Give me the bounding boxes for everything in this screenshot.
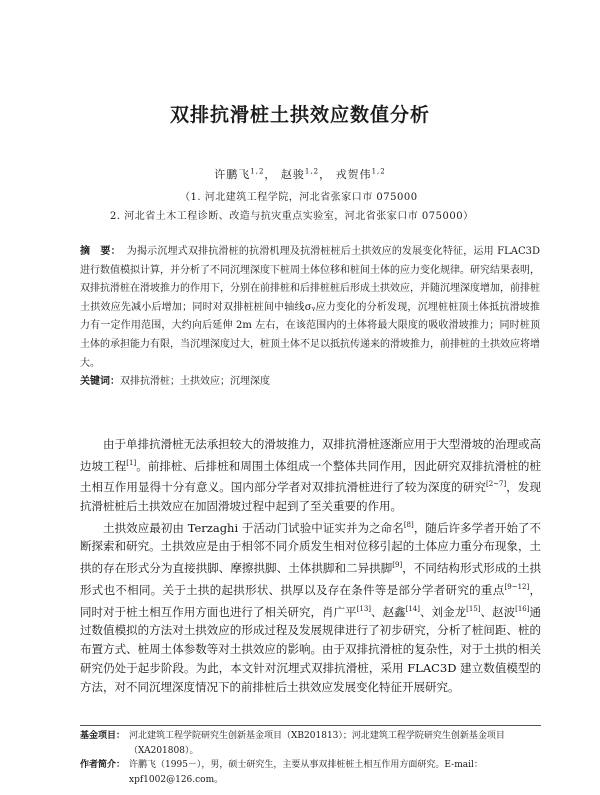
citation-ref[interactable]: [13] bbox=[356, 604, 372, 613]
author-name: 许鹏飞 bbox=[214, 168, 251, 181]
text-run: ，随后许多学者开始了不断探索和研究。土拱效应是由于相邻不同介质发生相对位移引起的土体应力重分布现象，土拱的存在形式分为直接拱脚、摩擦拱脚、土体拱脚和二异拱脚 bbox=[80, 520, 541, 576]
text-run: 土拱效应最初由 Terzaghi 于活动门试验中证实并为之命名 bbox=[103, 520, 404, 535]
footnote-author-bio bbox=[80, 758, 541, 787]
citation-ref[interactable]: [14] bbox=[405, 604, 420, 613]
author-separator: ， bbox=[264, 168, 277, 181]
footnote-funding bbox=[80, 729, 541, 758]
author-affiliation-mark: 1,2 bbox=[250, 167, 265, 176]
citation-ref[interactable]: [9~12] bbox=[504, 582, 530, 591]
footnote-text: 许鹏飞（1995－），男，硕士研究生，主要从事双排桩桩土相互作用方面研究。E-mail：xpf1002@126.com。 bbox=[129, 760, 483, 785]
text-run: 由于单排抗滑桩无法承担较大的滑坡推力，双排抗滑桩逐渐应用于大型滑坡的治理或高边坡工程 bbox=[80, 437, 541, 473]
body-text bbox=[80, 435, 541, 696]
author-name: 赵骏 bbox=[280, 168, 305, 181]
footnote-label: 作者简介： bbox=[80, 760, 126, 770]
author-separator: ， bbox=[319, 168, 332, 181]
citation-ref[interactable]: [2~7] bbox=[485, 480, 507, 489]
citation-ref[interactable]: [1] bbox=[126, 458, 137, 467]
paragraph-1 bbox=[80, 435, 541, 516]
footnote-label: 基金项目： bbox=[80, 731, 126, 741]
footnotes bbox=[80, 729, 541, 787]
footnote-divider bbox=[80, 725, 541, 726]
citation-ref[interactable]: [16] bbox=[515, 604, 530, 613]
citation-ref[interactable]: [8] bbox=[403, 520, 414, 529]
citation-ref[interactable]: [15] bbox=[466, 604, 481, 613]
text-run: 。前排桩、后排桩和周围土体组成一个整体共同作用，因此研究双排抗滑桩的桩土相互作用显得十分有意义。国内部分学者对双排抗滑桩进行了较为深度的研究 bbox=[80, 458, 541, 495]
footnote-text: 河北建筑工程学院研究生创新基金项目（XB201813）；河北建筑工程学院研究生创新基金项目（XA201808）。 bbox=[129, 731, 505, 756]
text-run: ，发现抗滑桩桩后土拱效应在加固滑坡过程中起到了至关重要的作用。 bbox=[80, 480, 542, 514]
author-affiliation-mark: 1,2 bbox=[304, 167, 320, 176]
author-affiliation-mark: 1,2 bbox=[371, 167, 386, 176]
text-run: 、刘金龙 bbox=[420, 604, 467, 619]
paper-title: 双排抗滑桩土拱效应数值分析 bbox=[169, 104, 430, 126]
keywords-text: 双排抗滑桩；土拱效应；沉埋深度 bbox=[120, 376, 270, 387]
abstract bbox=[80, 243, 540, 373]
abstract-text: 为揭示沉埋式双排抗滑桩的抗滑机理及抗滑桩桩后土拱效应的发展变化特征，运用 FLAC3D 进行数值模拟计算，并分析了不同沉埋深度下桩周土体位移和桩间土体的应力变化规律。研究结果表明，双排抗滑桩在滑坡推力的作用下，分别在前排桩和后排桩桩后形成土拱效应，并随沉埋深度增加，前排桩土拱效应先减小后增加；同时对双排桩桩间中轴线σᵧ应力变化的分析发现，沉埋桩桩顶土体抵抗滑坡推力有一定作用范围，大约向后延伸 2m 左右，在该范围内的土体将最大限度的吸收滑坡推力；同时桩顶土体的承担能力有限，当沉埋深度过大，桩顶土体不足以抵抗传递来的滑坡推力，前排桩的土拱效应将增大。 bbox=[80, 246, 540, 369]
text-run: 、赵波 bbox=[480, 604, 516, 619]
text-run: ，同时对于桩土相互作用方面也进行了相关研究，肖广平 bbox=[80, 582, 542, 619]
text-run: 通过数值模拟的方法对土拱效应的形成过程及发展规律进行了初步研究，分析了桩间距、桩的布置方式、桩周土体参数等对土拱效应的影响。由于双排抗滑桩的复杂性，对于土拱的相关研究仍处于起步阶段。为此，本文针对沉埋式双排抗滑桩，采用 FLAC3D 建立数值模型的方法，对不同沉埋深度情况下的前排桩后土拱效应发展变化特征开展研究。 bbox=[80, 604, 542, 694]
author-name: 戎贺伟 bbox=[335, 168, 372, 181]
text-run: ，不同结构形式形成的土拱形式也不相同。关于土拱的起拱形状、拱厚以及存在条件等是部分学者研究的重点 bbox=[80, 561, 542, 597]
citation-ref[interactable]: [9] bbox=[392, 561, 403, 570]
keywords bbox=[80, 372, 540, 387]
paragraph-2 bbox=[80, 516, 541, 696]
abstract-label: 摘 要： bbox=[80, 246, 121, 257]
keywords-label: 关键词： bbox=[80, 376, 120, 387]
affiliation-1: （1. 河北建筑工程学院，河北省张家口市 075000 bbox=[180, 192, 418, 203]
text-run: 、赵鑫 bbox=[371, 604, 406, 619]
affiliation-2: 2. 河北省土木工程诊断、改造与抗灾重点实验室，河北省张家口市 075000） bbox=[110, 211, 474, 222]
author-line bbox=[0, 166, 600, 182]
